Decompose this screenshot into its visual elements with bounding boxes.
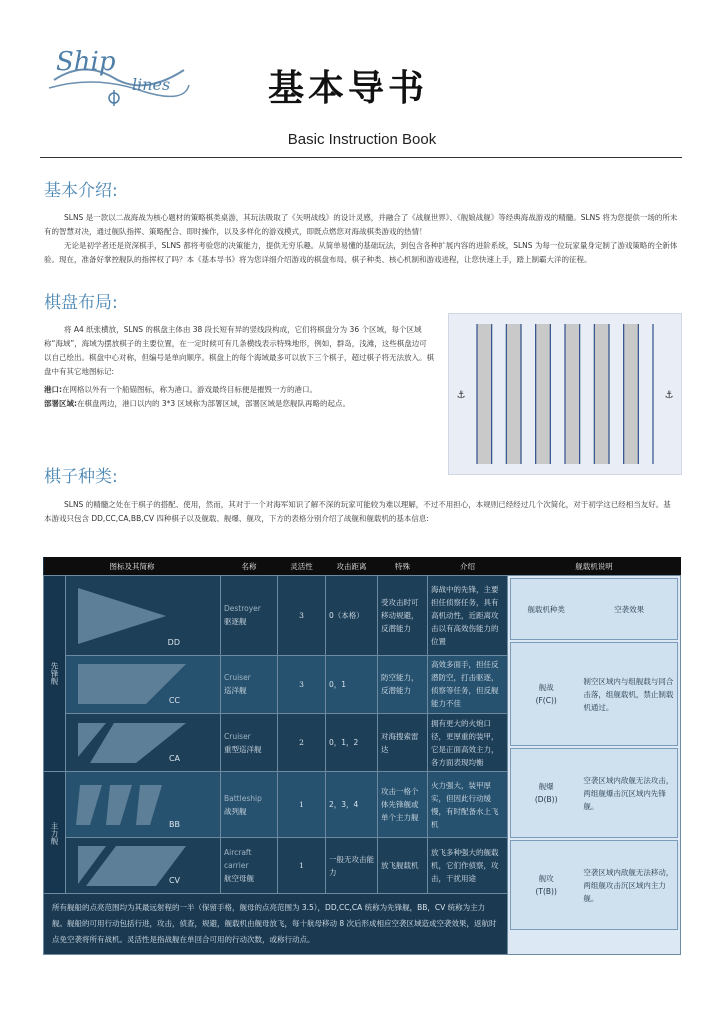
anchor-icon: ⚓: [456, 390, 466, 401]
col-header-range: 攻击距离: [326, 557, 378, 576]
ship-icon-dd: DD: [66, 576, 221, 656]
ship-icon-ca: CA: [66, 713, 221, 771]
board-sea-column: [506, 324, 521, 464]
ship-range: 0，1: [326, 655, 378, 713]
board-heading: 棋盘布局:: [44, 293, 118, 313]
aircraft-dive-bomber: 舰爆 (D(B)) 空袭区域内敌舰无法攻击，两组舰爆击沉区域内先锋舰。: [510, 748, 678, 838]
board-sea-column: [594, 324, 609, 464]
ship-range: 2，3，4: [326, 772, 378, 838]
col-header-icon: 图标及其简称: [44, 557, 221, 576]
ship-agility: 1: [278, 772, 326, 838]
ship-icon-cv: CV: [66, 838, 221, 894]
ship-intro: 火力强大，装甲厚实，但因此行动缓慢，有时配备水上飞机: [428, 772, 508, 838]
ship-special: 放飞舰载机: [378, 838, 428, 894]
category-capital: 主力舰: [44, 772, 66, 894]
aircraft-fighter: 舰战 (F(C)) 制空区域内与组舰载与同合击落，组舰载机，禁止制载机通过。: [510, 642, 678, 746]
term-deploy-zone: 部署区域:在棋盘两边，港口以内的 3*3 区域称为部署区域，部署区域是您舰队再略的起点。: [44, 399, 351, 408]
ship-name: Battleship 战列舰: [221, 772, 278, 838]
ship-agility: 3: [278, 655, 326, 713]
board-sea-column: [565, 324, 580, 464]
ship-intro: 海战中的先锋，主要担任侦察任务，具有高机动性，近距离攻击以有高效伤能力的位置: [428, 576, 508, 656]
term-port: 港口:在网格以外有一个船锚图标，称为港口。游戏最终目标便是摧毁一方的港口。: [44, 385, 317, 394]
intro-text: [44, 211, 678, 267]
ship-table: [43, 557, 680, 955]
board-sea-column: [536, 324, 551, 464]
col-header-intro: 介绍: [428, 557, 508, 576]
ship-agility: 2: [278, 713, 326, 771]
aircraft-panel: [508, 576, 681, 955]
ship-name: Destroyer 驱逐舰: [221, 576, 278, 656]
ship-special: 攻击一格个体先锋舰或单个主力舰: [378, 772, 428, 838]
anchor-icon: ⚓: [664, 390, 674, 401]
ship-agility: 3: [278, 576, 326, 656]
page-subtitle: Basic Instruction Book: [287, 131, 437, 148]
pieces-text: [44, 498, 678, 526]
ship-special: 对海搜索雷达: [378, 713, 428, 771]
ship-icon-bb: BB: [66, 772, 221, 838]
ship-range: 0，1，2: [326, 713, 378, 771]
ship-special: 防空能力，反潜能力: [378, 655, 428, 713]
page-title: 基本导书: [268, 67, 429, 109]
table-note: 所有舰船的点亮范围均为其最远射程的一半（保留手格，舰母的点亮范围为 3.5），DD,CC,CA 统称为先锋舰，BB，CV 统称为主力舰。舰船的可用行动包括行进，攻击，侦查，规避，舰载机由舰母放飞，每十航母移动 8 次后形成相应空袭区域造成空袭效果，返航时点免空袭将所有战机。灵活性是指战舰在单回合可用的行动次数，或称行动点。: [44, 894, 508, 955]
board-text: [44, 323, 434, 411]
ship-intro: 放飞多种强大的舰载机，它们作侦察，攻击，干扰用途: [428, 838, 508, 894]
board-diagram: [448, 313, 682, 475]
shiplines-logo: [44, 40, 194, 110]
ship-intro: 高效多面手，担任反潜防空，打击驱逐，侦察等任务，但反舰能力不佳: [428, 655, 508, 713]
svg-text:lines: lines: [132, 75, 171, 94]
ship-agility: 1: [278, 838, 326, 894]
ship-name: Cruiser 巡洋舰: [221, 655, 278, 713]
ship-special: 受攻击时可移动规避，反潜能力: [378, 576, 428, 656]
table-row: [44, 576, 681, 656]
ship-range: 一般无攻击能力: [326, 838, 378, 894]
intro-heading: 基本介绍:: [44, 181, 118, 201]
col-header-aircraft: 舰载机说明: [508, 557, 681, 576]
intro-paragraph: 无论是初学者还是资深棋手，SLNS 都将考验您的决策能力，提供无穷乐趣。从简单易懂的基础玩法，到包含各种扩展内容的进阶系统，SLNS 为每一位玩家量身定制了游戏策略的全新体验。现在，准备好掌控舰队的指挥权了吗？本《基本导书》将为您详细介绍游戏的棋盘布局、棋子种类、核心机制和游戏进程，让您快速上手，踏上制霸大洋的征程。: [44, 241, 678, 264]
ship-intro: 拥有更大的火炮口径，更厚重的装甲，它是正面高效主力，各方面表现均衡: [428, 713, 508, 771]
pieces-heading: 棋子种类:: [44, 467, 118, 487]
aircraft-torpedo-bomber: 舰攻 (T(B)) 空袭区域内敌舰无法移动，两组舰攻击沉区域内主力舰。: [510, 840, 678, 930]
col-header-name: 名称: [221, 557, 278, 576]
ship-icon-cc: CC: [66, 655, 221, 713]
ship-name: Cruiser 重型巡洋舰: [221, 713, 278, 771]
board-paragraph: 将 A4 纸张横放，SLNS 的棋盘主体由 38 段长短有异的竖线段构成，它们将棋盘分为 36 个区域，每个区域称“海域”，海域为摆放棋子的主要位置，在一定时候可有几条横线表示特殊地形，例如，群岛，浅滩，这些棋盘边可以自己绘出。棋盘中心对称，但编号是单向顺序。棋盘上的每个海域最多可以放下三个棋子，超过棋子将无法放入。棋盘中有其它地图标记:: [44, 325, 434, 376]
col-header-special: 特殊: [378, 557, 428, 576]
ship-range: 0（本格）: [326, 576, 378, 656]
board-sea-column: [624, 324, 639, 464]
board-sea-column: [477, 324, 492, 464]
svg-text:Ship: Ship: [56, 47, 116, 77]
col-header-agility: 灵活性: [278, 557, 326, 576]
header-divider: [40, 157, 682, 158]
intro-paragraph: SLNS 是一款以二战海战为核心题材的策略棋类桌游，其玩法吸取了《矢明战线》的设计灵感，并融合了《战舰世界》、《舰娘战舰》等经典海战游戏的精髓。SLNS 将为您提供一场的所未有的智慧对决，通过舰队指挥、策略配合、即时操作，以及多样化的游戏模式，即既点燃您对海战棋类游戏的热情！: [44, 213, 678, 236]
pieces-paragraph: SLNS 的精髓之处在于棋子的搭配、使用，然而，其对于一个对海军知识了解不深的玩家可能较为难以理解，不过不用担心，本规则已经经过几个次简化，对于初学这已经相当友好。基本游戏只包含 DD,CC,CA,BB,CV 四种棋子以及舰载、舰爆、舰攻，下方的表格分别介绍了战舰和舰载机的基本信息:: [44, 500, 671, 523]
ship-name: Aircraft carrier 航空母舰: [221, 838, 278, 894]
aircraft-header: 舰载机种类 空袭效果: [510, 578, 678, 640]
category-vanguard: 先锋舰: [44, 576, 66, 772]
